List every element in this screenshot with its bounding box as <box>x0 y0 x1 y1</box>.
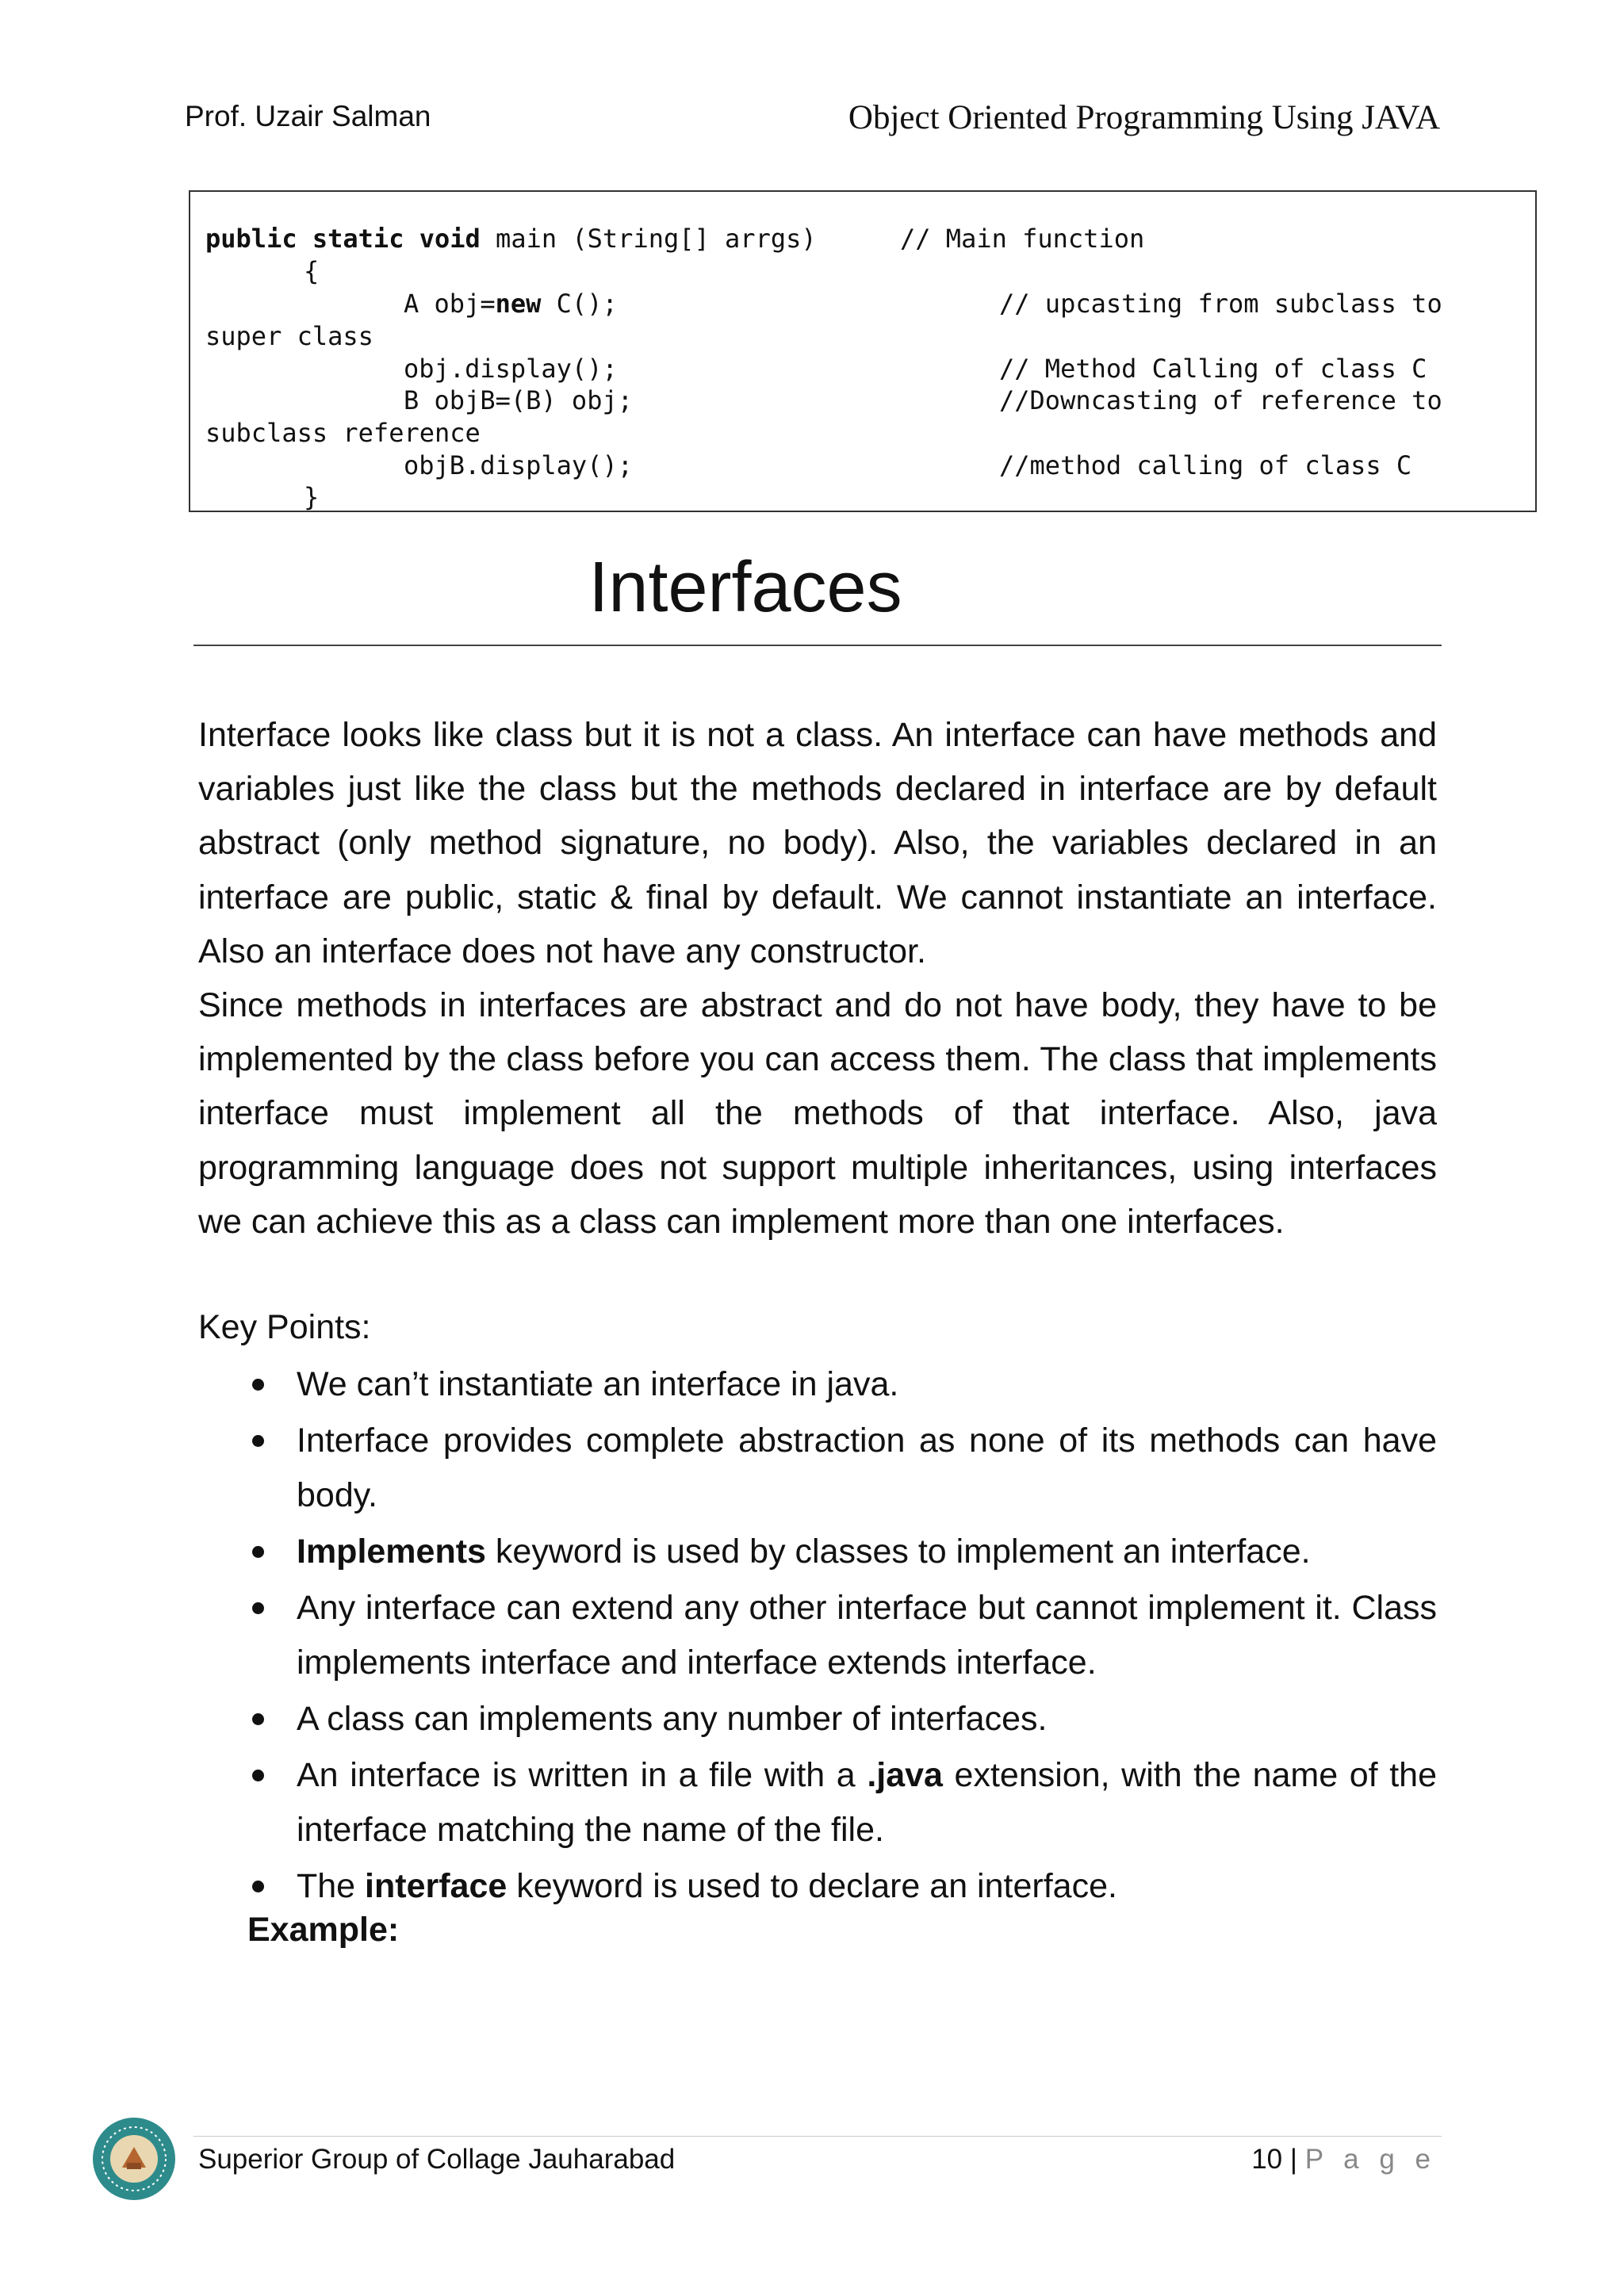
code-comment: //method calling of class C <box>999 450 1412 480</box>
code-keyword: new <box>495 289 542 319</box>
footer-college-name: Superior Group of Collage Jauharabad <box>198 2144 676 2175</box>
list-item-text: keyword is used to declare an interface. <box>507 1867 1117 1905</box>
code-line-objb-display: objB.display(); <box>404 450 633 480</box>
list-item-text: Any interface can extend any other interface but cannot implement it. Class implements interface and interface extends interface. <box>297 1589 1437 1682</box>
list-item <box>246 1748 1437 1858</box>
bullet-icon <box>252 1379 264 1391</box>
header-course-title: Object Oriented Programming Using JAVA <box>848 99 1440 136</box>
header-author: Prof. Uzair Salman <box>185 100 431 132</box>
example-heading: Example: <box>247 1911 400 1949</box>
list-item-text: keyword is used by classes to implement an interface. <box>485 1533 1311 1571</box>
code-comment: // Method Calling of class C <box>999 354 1427 384</box>
bullet-icon <box>252 1713 264 1725</box>
code-line-downcast: B objB=(B) obj; <box>404 385 633 415</box>
bold-term: .java <box>867 1756 943 1794</box>
list-item-text: Interface provides complete abstraction as none of its methods can have body. <box>297 1422 1437 1514</box>
paragraph-text: Interface looks like class but it is not a class. An interface can have methods and variables just like the class but the methods declared in interface are by default abstract (only method signature, no body). Also, the variables declared in an interface are public, static & final by default. We cannot instantiate an interface. Also an interface does not have any constructor. <box>198 716 1437 970</box>
bold-term: interface <box>365 1867 508 1905</box>
list-item-text: We can’t instantiate an interface in java. <box>297 1365 899 1403</box>
bullet-icon <box>252 1602 264 1614</box>
bullet-icon <box>252 1546 264 1558</box>
list-item-text: An interface is written in a file with a <box>297 1756 868 1794</box>
list-item <box>246 1581 1437 1690</box>
list-item <box>246 1692 1437 1747</box>
code-line-upcast <box>404 289 618 319</box>
code-line-open-brace: { <box>304 256 320 286</box>
code-comment: //Downcasting of reference to <box>999 385 1442 415</box>
footer-separator: | <box>1289 2144 1297 2175</box>
code-comment-wrap: subclass reference <box>205 418 481 448</box>
code-comment-wrap: super class <box>205 321 373 351</box>
code-keywords: public static void <box>205 224 481 254</box>
page-word: P a g e <box>1304 2144 1437 2175</box>
bullet-icon <box>252 1770 264 1781</box>
code-text: main (String[] arrgs) <box>480 224 817 254</box>
code-block <box>189 190 1537 512</box>
college-seal-icon <box>90 2115 178 2202</box>
list-item <box>246 1859 1437 1914</box>
list-item-text: extension, with the name of the interface matching the name of the file. <box>297 1756 1437 1849</box>
code-comment: // upcasting from subclass to <box>999 289 1442 319</box>
footer-rule <box>193 2136 1442 2137</box>
list-item <box>246 1357 1437 1412</box>
paragraph-implementation <box>198 978 1437 1249</box>
paragraph-intro <box>198 708 1437 978</box>
page-number: 10 <box>1251 2144 1283 2175</box>
list-item <box>246 1414 1437 1523</box>
paragraph-text: Since methods in interfaces are abstract and do not have body, they have to be implemented by the class before you can access them. The class that implements interface must implement all the methods of that interface. Also, java programming language does not support multiple inheritances, using interfaces we can achieve this as a class can implement more than one interfaces. <box>198 986 1437 1241</box>
code-line-close-brace: } <box>304 482 320 512</box>
list-item <box>246 1525 1437 1579</box>
code-text: C(); <box>541 289 618 319</box>
list-item-text: A class can implements any number of interfaces. <box>297 1700 1048 1738</box>
bullet-icon <box>252 1881 264 1892</box>
bold-term: Implements <box>297 1533 486 1571</box>
key-points-label: Key Points: <box>198 1308 371 1346</box>
code-line-main <box>205 224 817 254</box>
code-text: A obj= <box>404 289 496 319</box>
list-item-text: The <box>297 1867 366 1905</box>
section-title: Interfaces <box>588 548 902 627</box>
code-comment: // Main function <box>900 224 1145 254</box>
code-line-display: obj.display(); <box>404 354 618 384</box>
title-underline <box>193 645 1442 646</box>
seal-emblem-base <box>127 2163 141 2169</box>
key-points-list <box>246 1357 1437 1914</box>
footer-page-number <box>1251 2144 1437 2175</box>
bullet-icon <box>252 1435 264 1447</box>
